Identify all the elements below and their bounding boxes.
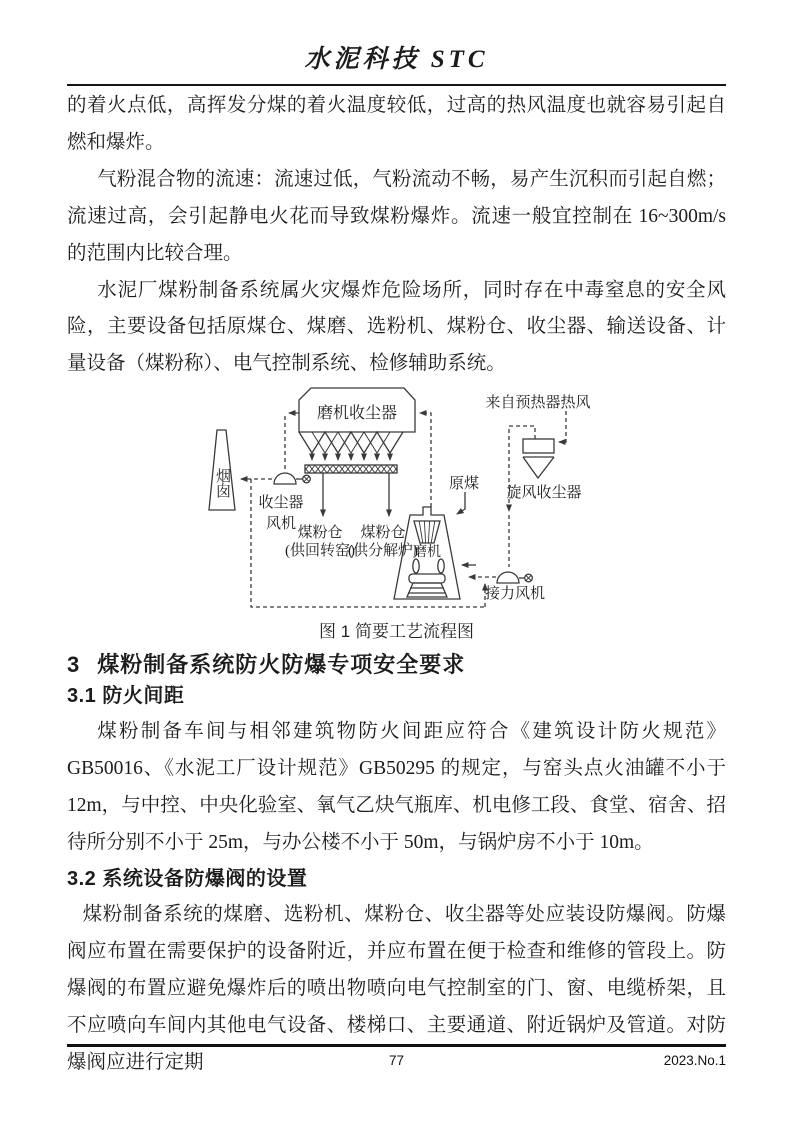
article-body — [67, 88, 726, 1081]
label-mill: 磨机 — [413, 545, 441, 561]
issue-number: 2023.No.1 — [663, 1053, 726, 1068]
label-coal-bin-calciner-2: (供分解炉) — [348, 543, 418, 560]
label-coal-bin-calciner-1: 煤粉仓 — [360, 525, 406, 542]
relay-fan-icon — [497, 572, 532, 583]
label-collector-fan-2: 风机 — [265, 516, 297, 533]
label-coal-bin-kiln-2: (供回转窑) — [285, 543, 355, 560]
collector-fan-icon — [274, 473, 310, 484]
paragraph-flow-speed: 气粉混合物的流速：流速过低，气粉流动不畅，易产生沉积而引起自燃；流速过高，会引起静电火花而导致煤粉爆炸。流速一般宜控制在 16~300m/s 的范围内比较合理。 — [67, 168, 726, 264]
section-3-1-heading: 3.1 防火间距 — [67, 685, 185, 708]
cyclone-shape — [523, 439, 554, 478]
label-chimney: 烟囱 — [214, 468, 230, 499]
page-number: 77 — [388, 1053, 405, 1068]
journal-title: 水泥科技 STC — [304, 46, 489, 73]
section-3-title: 煤粉制备系统防火防爆专项安全要求 — [97, 652, 466, 678]
page-footer — [67, 1044, 726, 1068]
paragraph-system-overview: 水泥厂煤粉制备系统属火灾爆炸危险场所，同时存在中毒窒息的安全风险，主要设备包括原煤仓、煤磨、选粉机、煤粉仓、收尘器、输送设备、计量设备（煤粉称）、电气控制系统、检修辅助系统。 — [67, 279, 726, 375]
paragraph-continuation: 的着火点低，高挥发分煤的着火温度较低，过高的热风温度也就容易引起自燃和爆炸。 — [67, 95, 726, 153]
label-hot-air: 来自预热器热风 — [485, 395, 591, 412]
label-relay-fan: 接力风机 — [484, 586, 546, 603]
label-collector-fan-1: 收尘器 — [258, 495, 304, 512]
paragraph-explosion-valves: 煤粉制备系统的煤磨、选粉机、煤粉仓、收尘器等处应装设防爆阀。防爆阀应布置在需要保护的设备附近，并应布置在便于检查和维修的管段上。防爆阀的布置应避免爆炸后的喷出物喷向电气控制室的门、窗、电缆桥架，且不应喷向车间内其他电气设备、楼梯口、主要通道、附近锅炉及管道。对防爆阀应进行定期 — [67, 903, 726, 1073]
page-header — [67, 45, 726, 86]
label-coal-bin-kiln-1: 煤粉仓 — [297, 525, 343, 542]
section-3-number: 3 — [67, 652, 80, 678]
process-flow-figure — [67, 385, 726, 644]
figure-caption: 图 1 简要工艺流程图 — [319, 622, 474, 642]
paragraph-fire-separation: 煤粉制备车间与相邻建筑物防火间距应符合《建筑设计防火规范》GB50016、《水泥工厂设计规范》GB50295 的规定，与窑头点火油罐不小于 12m，与中控、中央化验室、氧气乙炔气瓶库、机电修工段、食堂、宿舍、招待所分别不小于 25m，与办公楼不小于 50m，与锅炉房不小于 10m。 — [67, 721, 726, 853]
process-flow-diagram — [183, 385, 643, 620]
label-mill-dust-collector: 磨机收尘器 — [316, 405, 398, 423]
section-3-2-heading: 3.2 系统设备防爆阀的设置 — [67, 867, 308, 890]
label-cyclone: 旋风收尘器 — [506, 485, 582, 502]
section-3-heading — [67, 652, 726, 678]
screw-conveyor-shape — [305, 465, 397, 473]
label-raw-coal: 原煤 — [448, 476, 480, 493]
